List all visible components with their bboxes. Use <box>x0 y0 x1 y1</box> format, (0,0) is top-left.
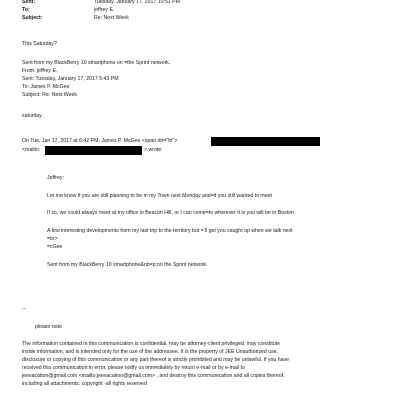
fwd-sent: Sent: Tuesday, January 17, 2017 5:43 PM <box>22 76 119 82</box>
fwd-subject: Subject: Re: Next Week <box>22 92 77 98</box>
separator-dash: -- <box>22 306 26 312</box>
paragraph-3b: =br> <box>47 236 58 242</box>
disclaimer-line-4: received this communication in error, please notify us immediately by return e-mail or by e-mail to <box>22 365 245 371</box>
signature-line: Sent from my BlackBerry 10 smartphone&nb=p;on the Sprint network. <box>47 262 208 268</box>
quote-wrote: > wrote: <box>144 147 163 153</box>
quote-line-1: On Tue, Jan 17, 2017 at 6:42 PM, James P. McGee <span dir="ltr"> <box>22 138 178 144</box>
body-line-1: This Saturday? <box>22 41 57 47</box>
saturday-line: saturday <box>22 113 42 119</box>
redaction-block-1 <box>211 137 320 146</box>
fwd-to: To: James P. McGee <box>22 84 70 90</box>
please-note: please note <box>35 324 62 330</box>
subject-label: Subject: <box>22 15 43 21</box>
redaction-block-2 <box>45 146 142 155</box>
paragraph-1: Let me know if you are still planning to be in my Town next Monday and=if you still wanted to meet <box>47 193 272 199</box>
body-line-2: Sent from my BlackBerry 10 smartphone on =the Sprint network. <box>22 60 171 66</box>
greeting: Jeffrey: <box>47 175 64 181</box>
fwd-from: From: jeffrey E. <box>22 68 58 74</box>
paragraph-2: If so, we could always meet at my office in Beacon Hill, or I can come=to wherever it is you will be in Boston <box>47 210 294 216</box>
disclaimer-line-3: disclosure or copying of this communication or any part thereof is strictly prohibited and may be unlawful. If you have <box>22 357 290 363</box>
paragraph-3c: =cGee <box>47 244 63 250</box>
disclaimer-line-6: including all attachments. copyright -all rights reserved <box>22 381 147 387</box>
disclaimer-line-1: The information contained in this communication is confidential, may be attorney-client privileged, may constitute <box>22 341 281 347</box>
sent-value: Tuesday, January 17, 2017 10:51 PM <box>94 0 180 5</box>
disclaimer-line-2: inside information, and is intended only for the use of the addressee. It is the property of JEE Unauthorized use, <box>22 349 279 355</box>
to-label: To: <box>22 7 30 13</box>
to-value: jeffrey E. <box>94 7 115 13</box>
paragraph-3a: A few interesting developments from my last trip to the territory but =’ll get you caught up when we talk next <box>47 228 293 234</box>
quote-mailto: <mailto: <box>22 147 41 153</box>
subject-value: Re: Next Week <box>94 15 129 21</box>
sent-label: Sent: <box>22 0 35 5</box>
disclaimer-line-5: jeevacation@gmail.com <mailto:jeevacation@gmail.com> , and destroy this communication and all copies thereof, <box>22 373 285 379</box>
